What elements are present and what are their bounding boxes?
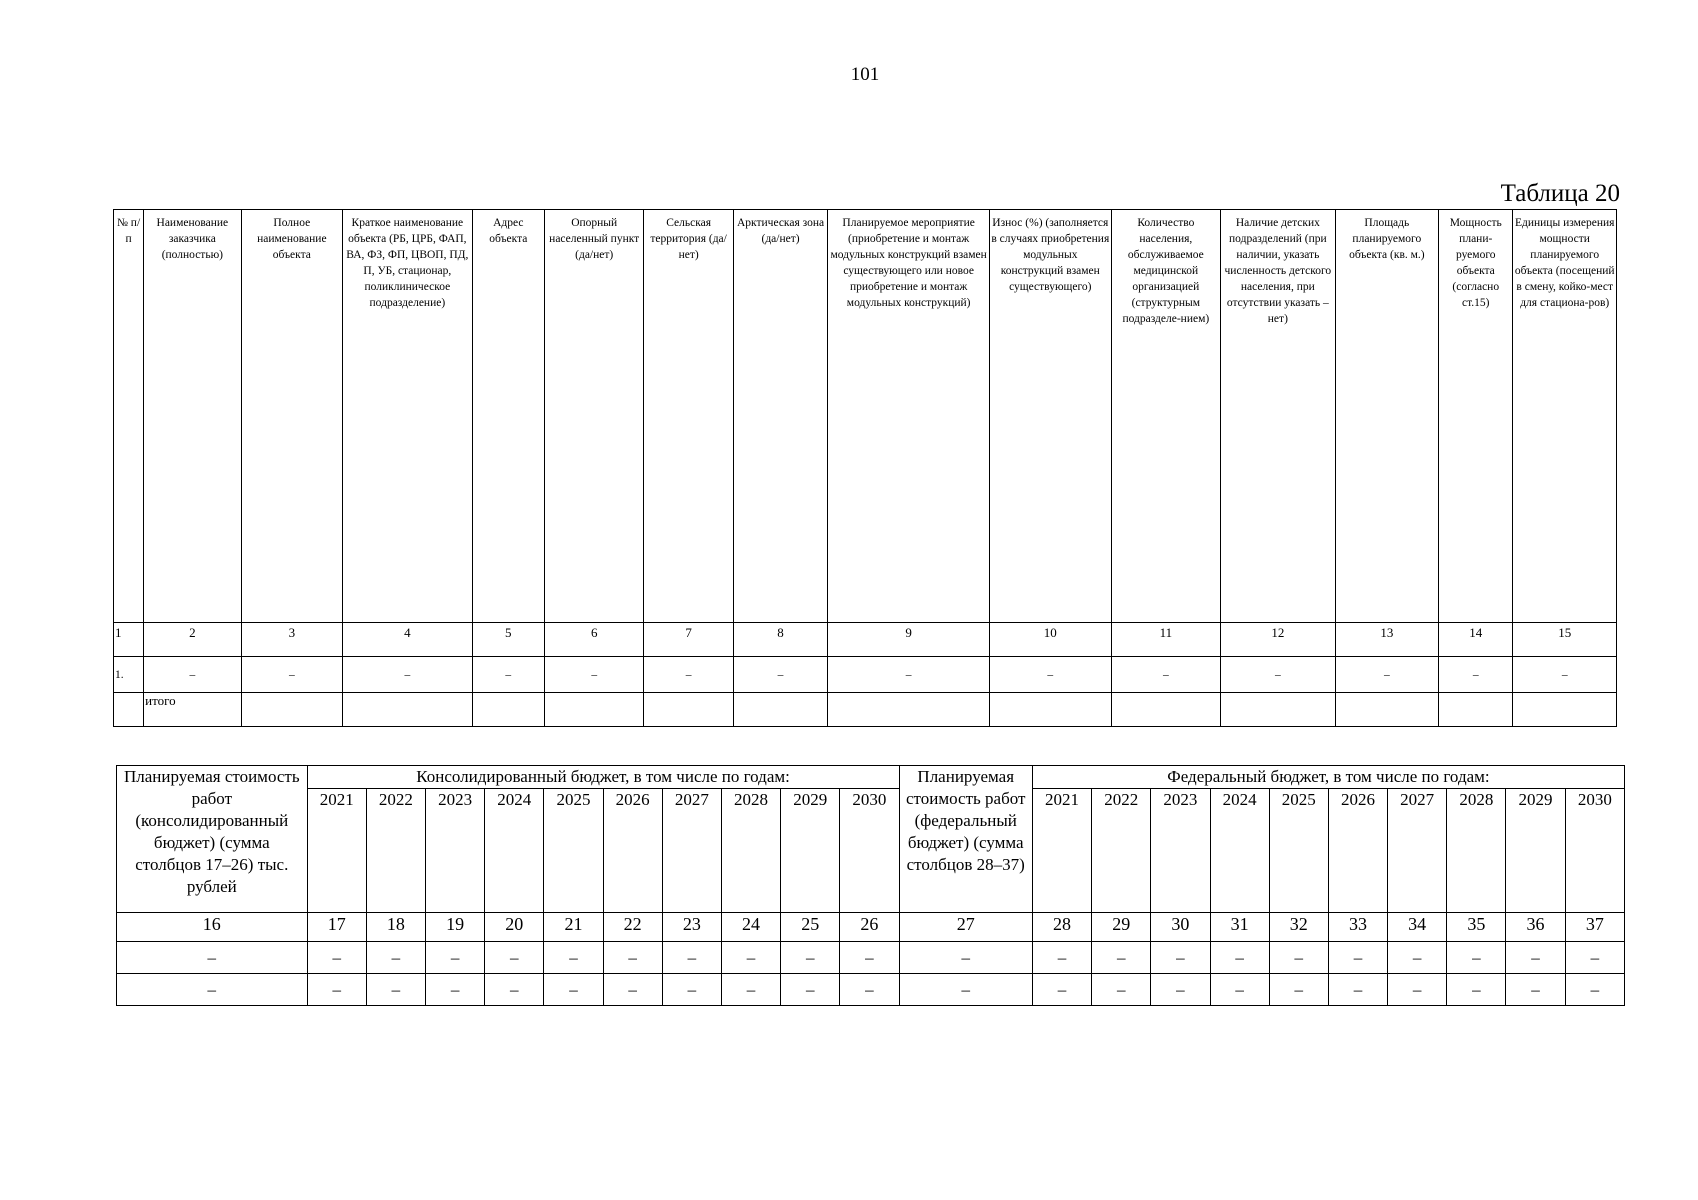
table-cell: – [485, 974, 544, 1006]
column-number: 18 [366, 913, 425, 942]
column-number: 21 [544, 913, 603, 942]
table-cell [1439, 693, 1513, 727]
table-cell: – [721, 942, 780, 974]
header-cell: Износ (%) (заполняется в случаях приобретения модульных конструкций взамен существующего) [990, 210, 1112, 623]
table-cell: – [644, 657, 733, 693]
year-cell: 2029 [1506, 789, 1565, 913]
column-number: 10 [990, 623, 1112, 657]
year-cell: 2030 [1565, 789, 1624, 913]
column-number: 1 [114, 623, 144, 657]
table-cell: – [472, 657, 544, 693]
table-cell [241, 693, 342, 727]
table-row [114, 657, 1617, 693]
column-number: 34 [1388, 913, 1447, 942]
table-cell: – [781, 974, 840, 1006]
table-lower [116, 765, 1625, 1006]
table-cell [472, 693, 544, 727]
table-cell: – [117, 974, 308, 1006]
table-cell [1111, 693, 1221, 727]
table-cell: – [144, 657, 241, 693]
table-cell: – [1565, 974, 1624, 1006]
table-cell: – [721, 974, 780, 1006]
header-cell: Единицы измерения мощности планируемого объекта (посещений в смену, койко-мест для стациона-ров) [1513, 210, 1617, 623]
table-cell: – [366, 942, 425, 974]
table-cell: – [1210, 974, 1269, 1006]
table-cell: – [544, 657, 643, 693]
table-cell: – [425, 942, 484, 974]
column-number: 9 [828, 623, 990, 657]
year-cell: 2022 [366, 789, 425, 913]
table-cell: – [307, 974, 366, 1006]
year-cell: 2022 [1092, 789, 1151, 913]
column-number: 36 [1506, 913, 1565, 942]
year-cell: 2023 [425, 789, 484, 913]
year-cell: 2021 [307, 789, 366, 913]
header-row [114, 210, 1617, 623]
table-cell: – [1388, 974, 1447, 1006]
header-cell: Адрес объекта [472, 210, 544, 623]
table-cell [644, 693, 733, 727]
header-cell: Количество населения, обслуживаемое медицинской организацией (структурным подразделе-нием) [1111, 210, 1221, 623]
column-number-row [117, 913, 1625, 942]
table-cell [114, 693, 144, 727]
table-cell: – [241, 657, 342, 693]
column-number: 25 [781, 913, 840, 942]
column-number: 12 [1221, 623, 1336, 657]
table-cell [544, 693, 643, 727]
table-cell: – [1032, 942, 1091, 974]
table-row [117, 974, 1625, 1006]
year-cell: 2026 [1328, 789, 1387, 913]
table-cell: – [603, 974, 662, 1006]
year-cell: 2024 [1210, 789, 1269, 913]
column-number: 16 [117, 913, 308, 942]
column-number: 24 [721, 913, 780, 942]
column-number: 7 [644, 623, 733, 657]
table-cell: – [662, 974, 721, 1006]
column-number: 35 [1447, 913, 1506, 942]
header-cell: Сельская территория (да/нет) [644, 210, 733, 623]
table-cell: – [425, 974, 484, 1006]
table-cell: – [1111, 657, 1221, 693]
column-number: 27 [899, 913, 1032, 942]
column-number: 2 [144, 623, 241, 657]
table-cell: – [485, 942, 544, 974]
table-cell [828, 693, 990, 727]
table-row [117, 942, 1625, 974]
table-caption: Таблица 20 [1500, 180, 1620, 207]
header-cell: Наименование заказчика (полностью) [144, 210, 241, 623]
header-cell: Планируемое мероприятие (приобретение и монтаж модульных конструкций взамен существующего или новое приобретение и монтаж модульных конструкций) [828, 210, 990, 623]
table-cell: – [899, 974, 1032, 1006]
table-cell: – [1506, 974, 1565, 1006]
table-cell [1221, 693, 1336, 727]
column-number: 37 [1565, 913, 1624, 942]
table-cell: – [990, 657, 1112, 693]
header-cell: Краткое наименование объекта (РБ, ЦРБ, ФАП, ВА, ФЗ, ФП, ЦВОП, ПД, П, УБ, стационар, поликлиническое подразделение) [343, 210, 473, 623]
table-cell: – [1447, 974, 1506, 1006]
header-cell: Арктическая зона (да/нет) [733, 210, 827, 623]
fed-total-header: Планируемая стоимость работ (федеральный бюджет) (сумма столбцов 28–37) [899, 766, 1032, 913]
table-cell: – [1032, 974, 1091, 1006]
year-cell: 2027 [662, 789, 721, 913]
table-cell: – [1328, 974, 1387, 1006]
table-cell: – [1565, 942, 1624, 974]
column-number-row [114, 623, 1617, 657]
year-cell: 2025 [544, 789, 603, 913]
table-cell: – [1506, 942, 1565, 974]
table-cell: – [781, 942, 840, 974]
table-cell: – [117, 942, 308, 974]
total-label: итого [144, 693, 241, 727]
table-cell: – [840, 974, 899, 1006]
table-cell: – [662, 942, 721, 974]
table-cell: – [1447, 942, 1506, 974]
column-number: 33 [1328, 913, 1387, 942]
table-cell: – [1092, 974, 1151, 1006]
header-cell: Полное наименование объекта [241, 210, 342, 623]
year-cell: 2029 [781, 789, 840, 913]
column-number: 26 [840, 913, 899, 942]
table-cell: – [544, 974, 603, 1006]
column-number: 13 [1335, 623, 1438, 657]
column-number: 31 [1210, 913, 1269, 942]
table-cell: – [840, 942, 899, 974]
column-number: 28 [1032, 913, 1091, 942]
cons-total-header: Планируемая стоимость работ (консолидированный бюджет) (сумма столбцов 17–26) тыс. рублей [117, 766, 308, 913]
header-cell: Опорный населенный пункт (да/нет) [544, 210, 643, 623]
table-cell [1335, 693, 1438, 727]
year-cell: 2026 [603, 789, 662, 913]
table-upper [113, 209, 1617, 727]
column-number: 20 [485, 913, 544, 942]
header-cell: № п/п [114, 210, 144, 623]
fed-group-header: Федеральный бюджет, в том числе по годам: [1032, 766, 1624, 789]
year-cell: 2027 [1388, 789, 1447, 913]
column-number: 22 [603, 913, 662, 942]
table-cell: – [1269, 974, 1328, 1006]
column-number: 14 [1439, 623, 1513, 657]
table-cell: – [899, 942, 1032, 974]
year-cell: 2028 [1447, 789, 1506, 913]
table-cell: – [544, 942, 603, 974]
table-cell: – [733, 657, 827, 693]
table-cell: – [1513, 657, 1617, 693]
year-cell: 2023 [1151, 789, 1210, 913]
table-cell [990, 693, 1112, 727]
year-cell: 2024 [485, 789, 544, 913]
year-row [117, 789, 1625, 913]
page-number: 101 [850, 64, 880, 85]
year-cell: 2021 [1032, 789, 1091, 913]
table-cell [733, 693, 827, 727]
table-cell: – [1269, 942, 1328, 974]
cons-group-header: Консолидированный бюджет, в том числе по годам: [307, 766, 899, 789]
column-number: 11 [1111, 623, 1221, 657]
column-number: 32 [1269, 913, 1328, 942]
table-cell: – [1335, 657, 1438, 693]
table-cell: – [1439, 657, 1513, 693]
year-cell: 2028 [721, 789, 780, 913]
table-cell: – [1328, 942, 1387, 974]
table-cell: – [307, 942, 366, 974]
table-cell: 1. [114, 657, 144, 693]
column-number: 3 [241, 623, 342, 657]
table-cell: – [366, 974, 425, 1006]
year-cell: 2025 [1269, 789, 1328, 913]
total-row [114, 693, 1617, 727]
column-number: 30 [1151, 913, 1210, 942]
table-cell [343, 693, 473, 727]
table-cell: – [1210, 942, 1269, 974]
table-cell: – [1151, 942, 1210, 974]
table-cell: – [1092, 942, 1151, 974]
table-cell: – [1221, 657, 1336, 693]
column-number: 23 [662, 913, 721, 942]
header-cell: Площадь планируемого объекта (кв. м.) [1335, 210, 1438, 623]
column-number: 8 [733, 623, 827, 657]
table-cell: – [1151, 974, 1210, 1006]
column-number: 17 [307, 913, 366, 942]
year-cell: 2030 [840, 789, 899, 913]
table-cell [1513, 693, 1617, 727]
header-cell: Наличие детских подразделений (при наличии, указать численность детского населения, при отсутствии указать – нет) [1221, 210, 1336, 623]
column-number: 6 [544, 623, 643, 657]
table-cell: – [603, 942, 662, 974]
column-number: 5 [472, 623, 544, 657]
header-cell: Мощность плани-руемого объекта (согласно ст.15) [1439, 210, 1513, 623]
table-cell: – [828, 657, 990, 693]
column-number: 29 [1092, 913, 1151, 942]
column-number: 15 [1513, 623, 1617, 657]
column-number: 19 [425, 913, 484, 942]
table-cell: – [1388, 942, 1447, 974]
table-cell: – [343, 657, 473, 693]
group-header-row [117, 766, 1625, 789]
column-number: 4 [343, 623, 473, 657]
